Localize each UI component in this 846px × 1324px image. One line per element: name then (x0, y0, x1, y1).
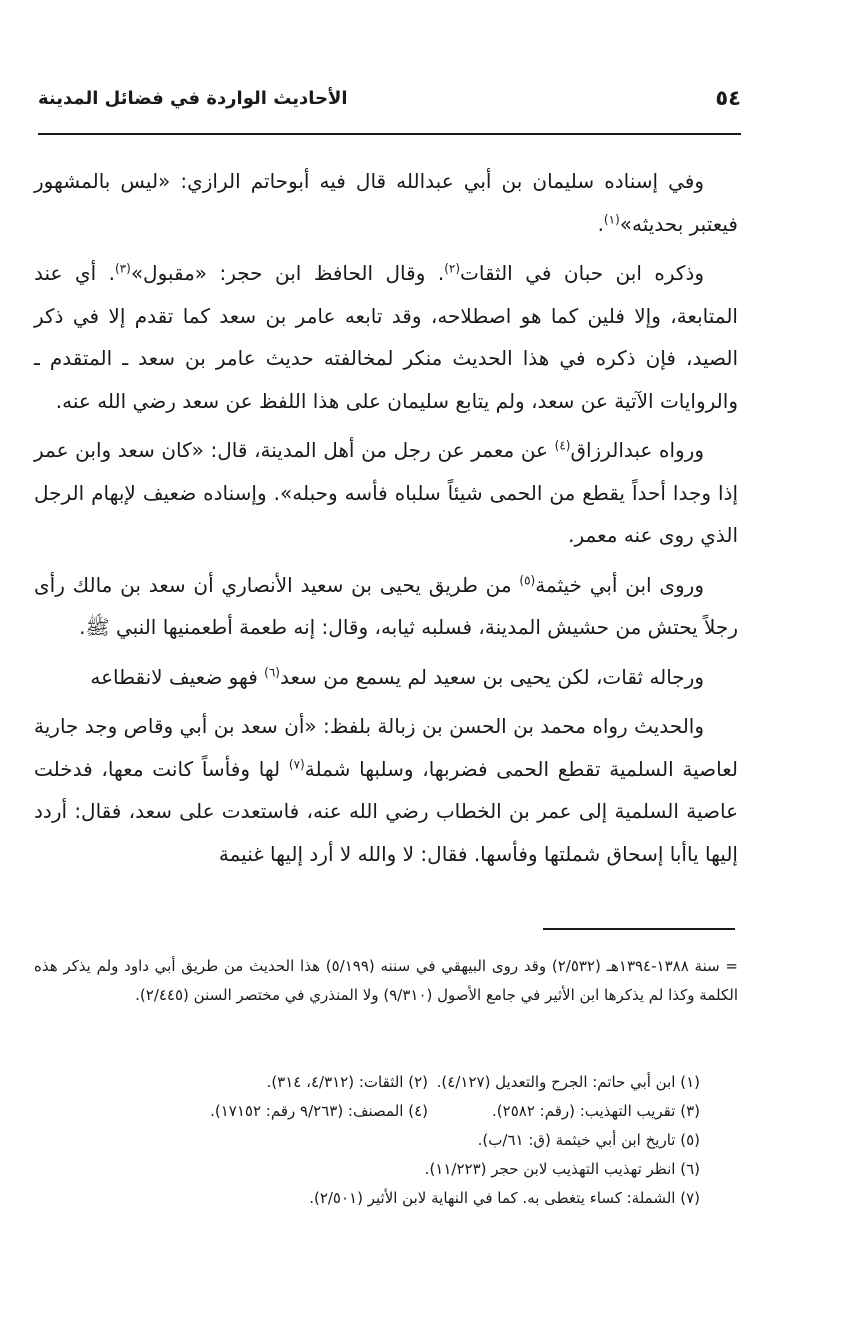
running-title: الأحاديث الواردة في فضائل المدينة (38, 88, 348, 109)
footnote-ref: (٧) (288, 756, 305, 771)
main-text (34, 160, 738, 882)
paragraph: ورجاله ثقات، لكن يحيى بن سعيد لم يسمع من سعد$^{(٦)}$ فهو ضعيف لانقطاعه (90, 664, 704, 689)
footnote-ref: (٥) (519, 572, 536, 587)
footnote-continuation: = سنة ١٣٨٨-١٣٩٤هـ (٢/٥٣٢) وقد روى البيهقي في سننه (٥/١٩٩) هذا الحديث من طريق أبي داود ولم يذكر هذه الكلمة وكذا لم يذكرها ابن الأثير في جامع الأصول (٩/٣١٠) ولا المنذري في مختصر السنن (٢/٤٤٥). (34, 957, 738, 1004)
paragraph: وذكره ابن حبان في الثقات$^{(٢)}$. وقال الحافظ ابن حجر: «مقبول»$^{(٣)}$. أي عند المتابعة، وإلا فلين كما هو اصطلاحه، وقد تابعه عامر بن سعد كما تقدم إلا في ذكر الصيد، فإن ذكره في هذا الحديث منكر لمخالفته حديث عامر بن سعد ـ المتقدم ـ والروايات الآتية عن سعد، ولم يتابع سليمان على هذا اللفظ عن سعد رضي الله عنه. (34, 261, 738, 413)
footnote-ref: (٤) (554, 438, 571, 453)
footnote-6: (٦) انظر تهذيب التهذيب لابن حجر (١١/٢٢٣). (424, 1160, 700, 1178)
paragraph: وروى ابن أبي خيثمة$^{(٥)}$ من طريق يحيى بن سعيد الأنصاري أن سعد بن مالك رأى رجلاً يحتش من حشيش المدينة، فسلبه ثيابه، وقال: إنه طعمة أطعمنيها النبي ﷺ. (34, 572, 738, 639)
footnote-4: (٤) المصنف: (٩/٢٦٣ رقم: ١٧١٥٢). (210, 1102, 428, 1120)
header-divider (38, 133, 741, 135)
footnote-row (34, 1068, 700, 1097)
footnote-ref: (٦) (264, 664, 280, 679)
footnote-7: (٧) الشملة: كساء يتغطى به. كما في النهاية لابن الأثير (٢/٥٠١). (309, 1189, 700, 1207)
footnote-ref: (٢) (444, 261, 461, 276)
paragraph: ورواه عبدالرزاق$^{(٤)}$ عن معمر عن رجل من أهل المدينة، قال: «كان سعد وابن عمر إذا وجدا أحداً يقطع من الحمى شيئاً سلباه فأسه وحبله». وإسناده ضعيف لإبهام الرجل الذي روى عنه معمر. (34, 438, 738, 547)
footnote-ref: (١) (603, 211, 620, 226)
footnotes (34, 1068, 700, 1213)
footnote-ref: (٣) (114, 261, 131, 276)
footnote-3: (٣) تقريب التهذيب: (رقم: ٢٥٨٢). (492, 1102, 700, 1120)
page-header (38, 86, 741, 120)
footnote-5: (٥) تاريخ ابن أبي خيثمة (ق: ٦١/ب). (477, 1131, 700, 1149)
paragraph: والحديث رواه محمد بن الحسن بن زبالة بلفظ: «أن سعد بن أبي وقاص وجد جارية لعاصية السلمية تقطع الحمى فضربها، وسلبها شملة$^{(٧)}$ لها وفأساً كانت معها، فدخلت عاصية السلمية إلى عمر بن الخطاب رضي الله عنه، فاستعدت على سعد، فقال: أردد إليها ياأبا إسحاق شملتها وفأسها. فقال: لا والله لا أرد إليها غنيمة (34, 714, 738, 866)
paragraph: وفي إسناده سليمان بن أبي عبدالله قال فيه أبوحاتم الرازي: «ليس بالمشهور فيعتبر بحديثه»$^{(١)}$. (34, 169, 738, 236)
footnote-1: (١) ابن أبي حاتم: الجرح والتعديل (٤/١٢٧). (436, 1073, 700, 1091)
footnote-row (34, 1097, 700, 1126)
footnote-2: (٢) الثقات: (٤/٣١٢، ٣١٤). (266, 1073, 428, 1091)
footnote-divider (543, 928, 735, 930)
page-number: ٥٤ (715, 86, 741, 110)
